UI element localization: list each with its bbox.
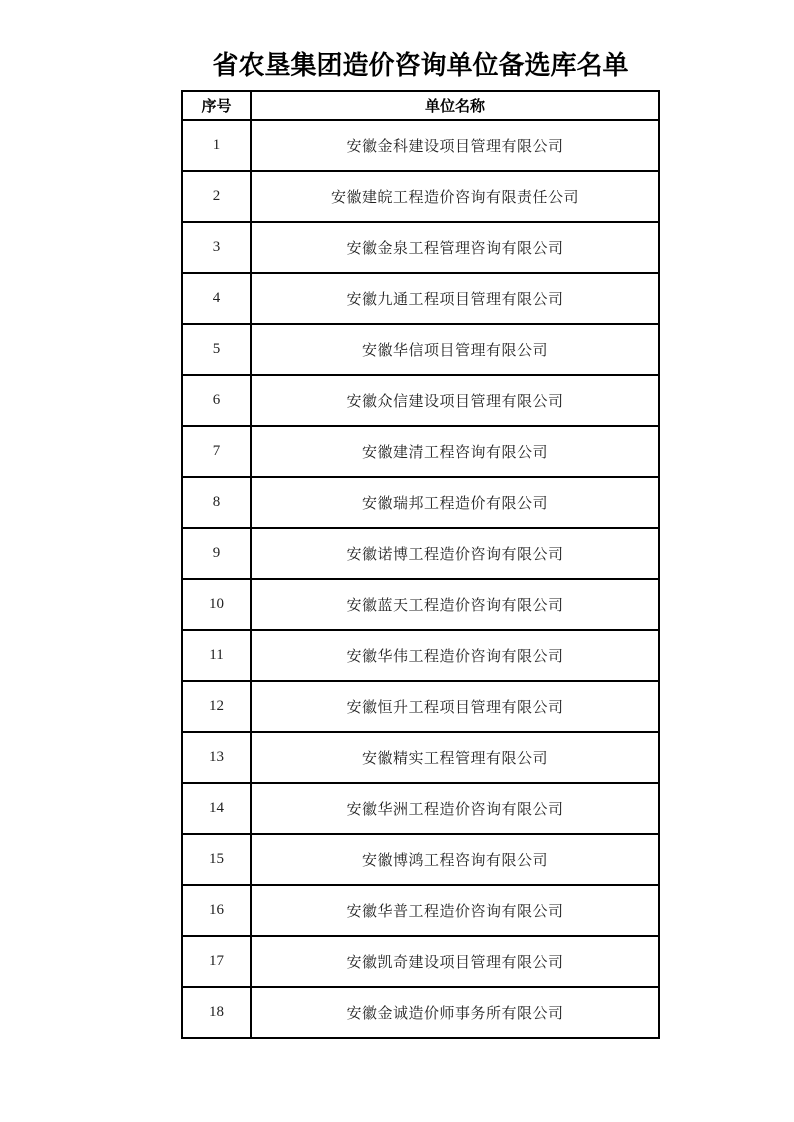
row-unit-name-cell: 安徽恒升工程项目管理有限公司 [251,681,659,732]
row-serial-number-cell: 8 [182,477,251,528]
row-serial-number-cell: 7 [182,426,251,477]
table-row [182,579,659,630]
table-row [182,426,659,477]
row-unit-name-cell: 安徽金诚造价师事务所有限公司 [251,987,659,1038]
row-unit-name-cell: 安徽华信项目管理有限公司 [251,324,659,375]
row-unit-name-cell: 安徽蓝天工程造价咨询有限公司 [251,579,659,630]
document-title: 省农垦集团造价咨询单位备选库名单 [212,51,629,80]
table-row [182,477,659,528]
table-row [182,528,659,579]
row-serial-number-cell: 15 [182,834,251,885]
row-serial-number-cell: 16 [182,885,251,936]
row-serial-number-cell: 11 [182,630,251,681]
row-unit-name-cell: 安徽精实工程管理有限公司 [251,732,659,783]
table-row [182,324,659,375]
row-unit-name-cell: 安徽瑞邦工程造价有限公司 [251,477,659,528]
table-row [182,834,659,885]
row-serial-number-cell: 5 [182,324,251,375]
row-unit-name-cell: 安徽华伟工程造价咨询有限公司 [251,630,659,681]
header-serial-number: 序号 [182,91,251,120]
row-unit-name-cell: 安徽华普工程造价咨询有限公司 [251,885,659,936]
row-serial-number-cell: 9 [182,528,251,579]
table-row [182,936,659,987]
row-serial-number-cell: 14 [182,783,251,834]
row-unit-name-cell: 安徽华洲工程造价咨询有限公司 [251,783,659,834]
header-unit-name: 单位名称 [251,91,659,120]
row-unit-name-cell: 安徽众信建设项目管理有限公司 [251,375,659,426]
table-row [182,732,659,783]
row-serial-number-cell: 1 [182,120,251,171]
row-serial-number-cell: 12 [182,681,251,732]
row-unit-name-cell: 安徽凯奇建设项目管理有限公司 [251,936,659,987]
row-unit-name-cell: 安徽建皖工程造价咨询有限责任公司 [251,171,659,222]
row-serial-number-cell: 6 [182,375,251,426]
row-serial-number-cell: 17 [182,936,251,987]
table-row [182,171,659,222]
table-row [182,681,659,732]
row-unit-name-cell: 安徽诺博工程造价咨询有限公司 [251,528,659,579]
row-unit-name-cell: 安徽金泉工程管理咨询有限公司 [251,222,659,273]
row-serial-number-cell: 4 [182,273,251,324]
row-serial-number-cell: 10 [182,579,251,630]
table-row [182,987,659,1038]
unit-table-head [182,91,659,120]
row-unit-name-cell: 安徽博鸿工程咨询有限公司 [251,834,659,885]
table-row [182,783,659,834]
table-row [182,120,659,171]
table-row [182,885,659,936]
row-unit-name-cell: 安徽金科建设项目管理有限公司 [251,120,659,171]
table-row [182,222,659,273]
table-row [182,630,659,681]
unit-table-body [182,120,659,1038]
row-serial-number-cell: 3 [182,222,251,273]
row-unit-name-cell: 安徽建清工程咨询有限公司 [251,426,659,477]
row-serial-number-cell: 2 [182,171,251,222]
row-unit-name-cell: 安徽九通工程项目管理有限公司 [251,273,659,324]
table-header-row [182,91,659,120]
table-row [182,273,659,324]
row-serial-number-cell: 18 [182,987,251,1038]
table-row [182,375,659,426]
unit-table [181,90,660,1039]
row-serial-number-cell: 13 [182,732,251,783]
